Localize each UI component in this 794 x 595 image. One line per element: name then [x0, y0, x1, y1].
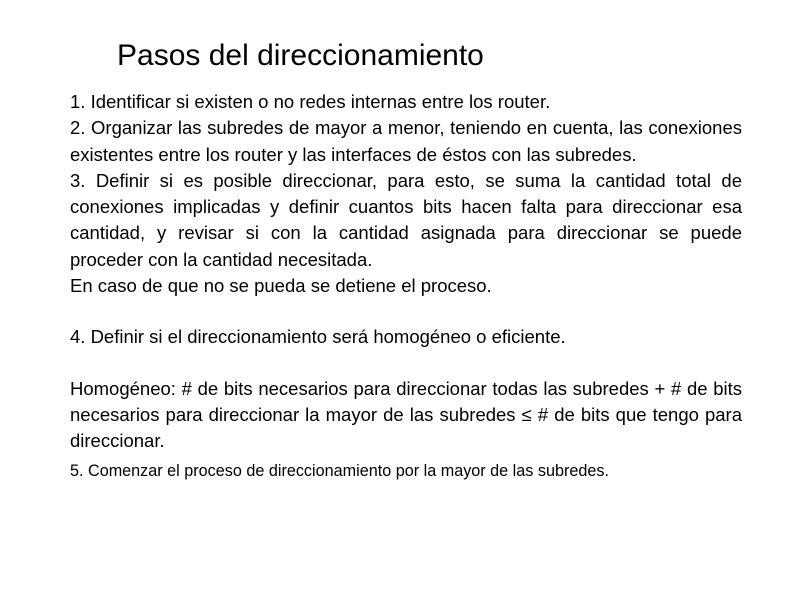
homogeneo-formula: Homogéneo: # de bits necesarios para direccionar todas las subredes + # de bits necesarios para direccionar la mayor de las subredes ≤ # de bits que tengo para direccionar. [70, 377, 742, 452]
spacer [70, 299, 742, 324]
step-4-text: 4. Definir si el direccionamiento será homogéneo o eficiente. [70, 326, 566, 348]
slide-title: Pasos del direccionamiento [117, 39, 484, 72]
step-2-text: 2. Organizar las subredes de mayor a menor, teniendo en cuenta, las conexiones existentes entre los router y las interfaces de éstos con las subredes. [70, 117, 742, 165]
slide-body [70, 89, 742, 482]
step-3-note: En caso de que no se pueda se detiene el proceso. [70, 275, 492, 297]
step-5-text: 5. Comenzar el proceso de direccionamiento por la mayor de las subredes. [70, 461, 609, 480]
spacer [70, 351, 742, 376]
step-1-text: 1. Identificar si existen o no redes internas entre los router. [70, 91, 551, 112]
step-3-text: 3. Definir si es posible direccionar, para esto, se suma la cantidad total de conexiones implicadas y definir cuantos bits hacen falta para direccionar esa cantidad, y revisar si con la cantidad asignada para direccionar se puede proceder con la cantidad necesitada. [70, 169, 742, 270]
